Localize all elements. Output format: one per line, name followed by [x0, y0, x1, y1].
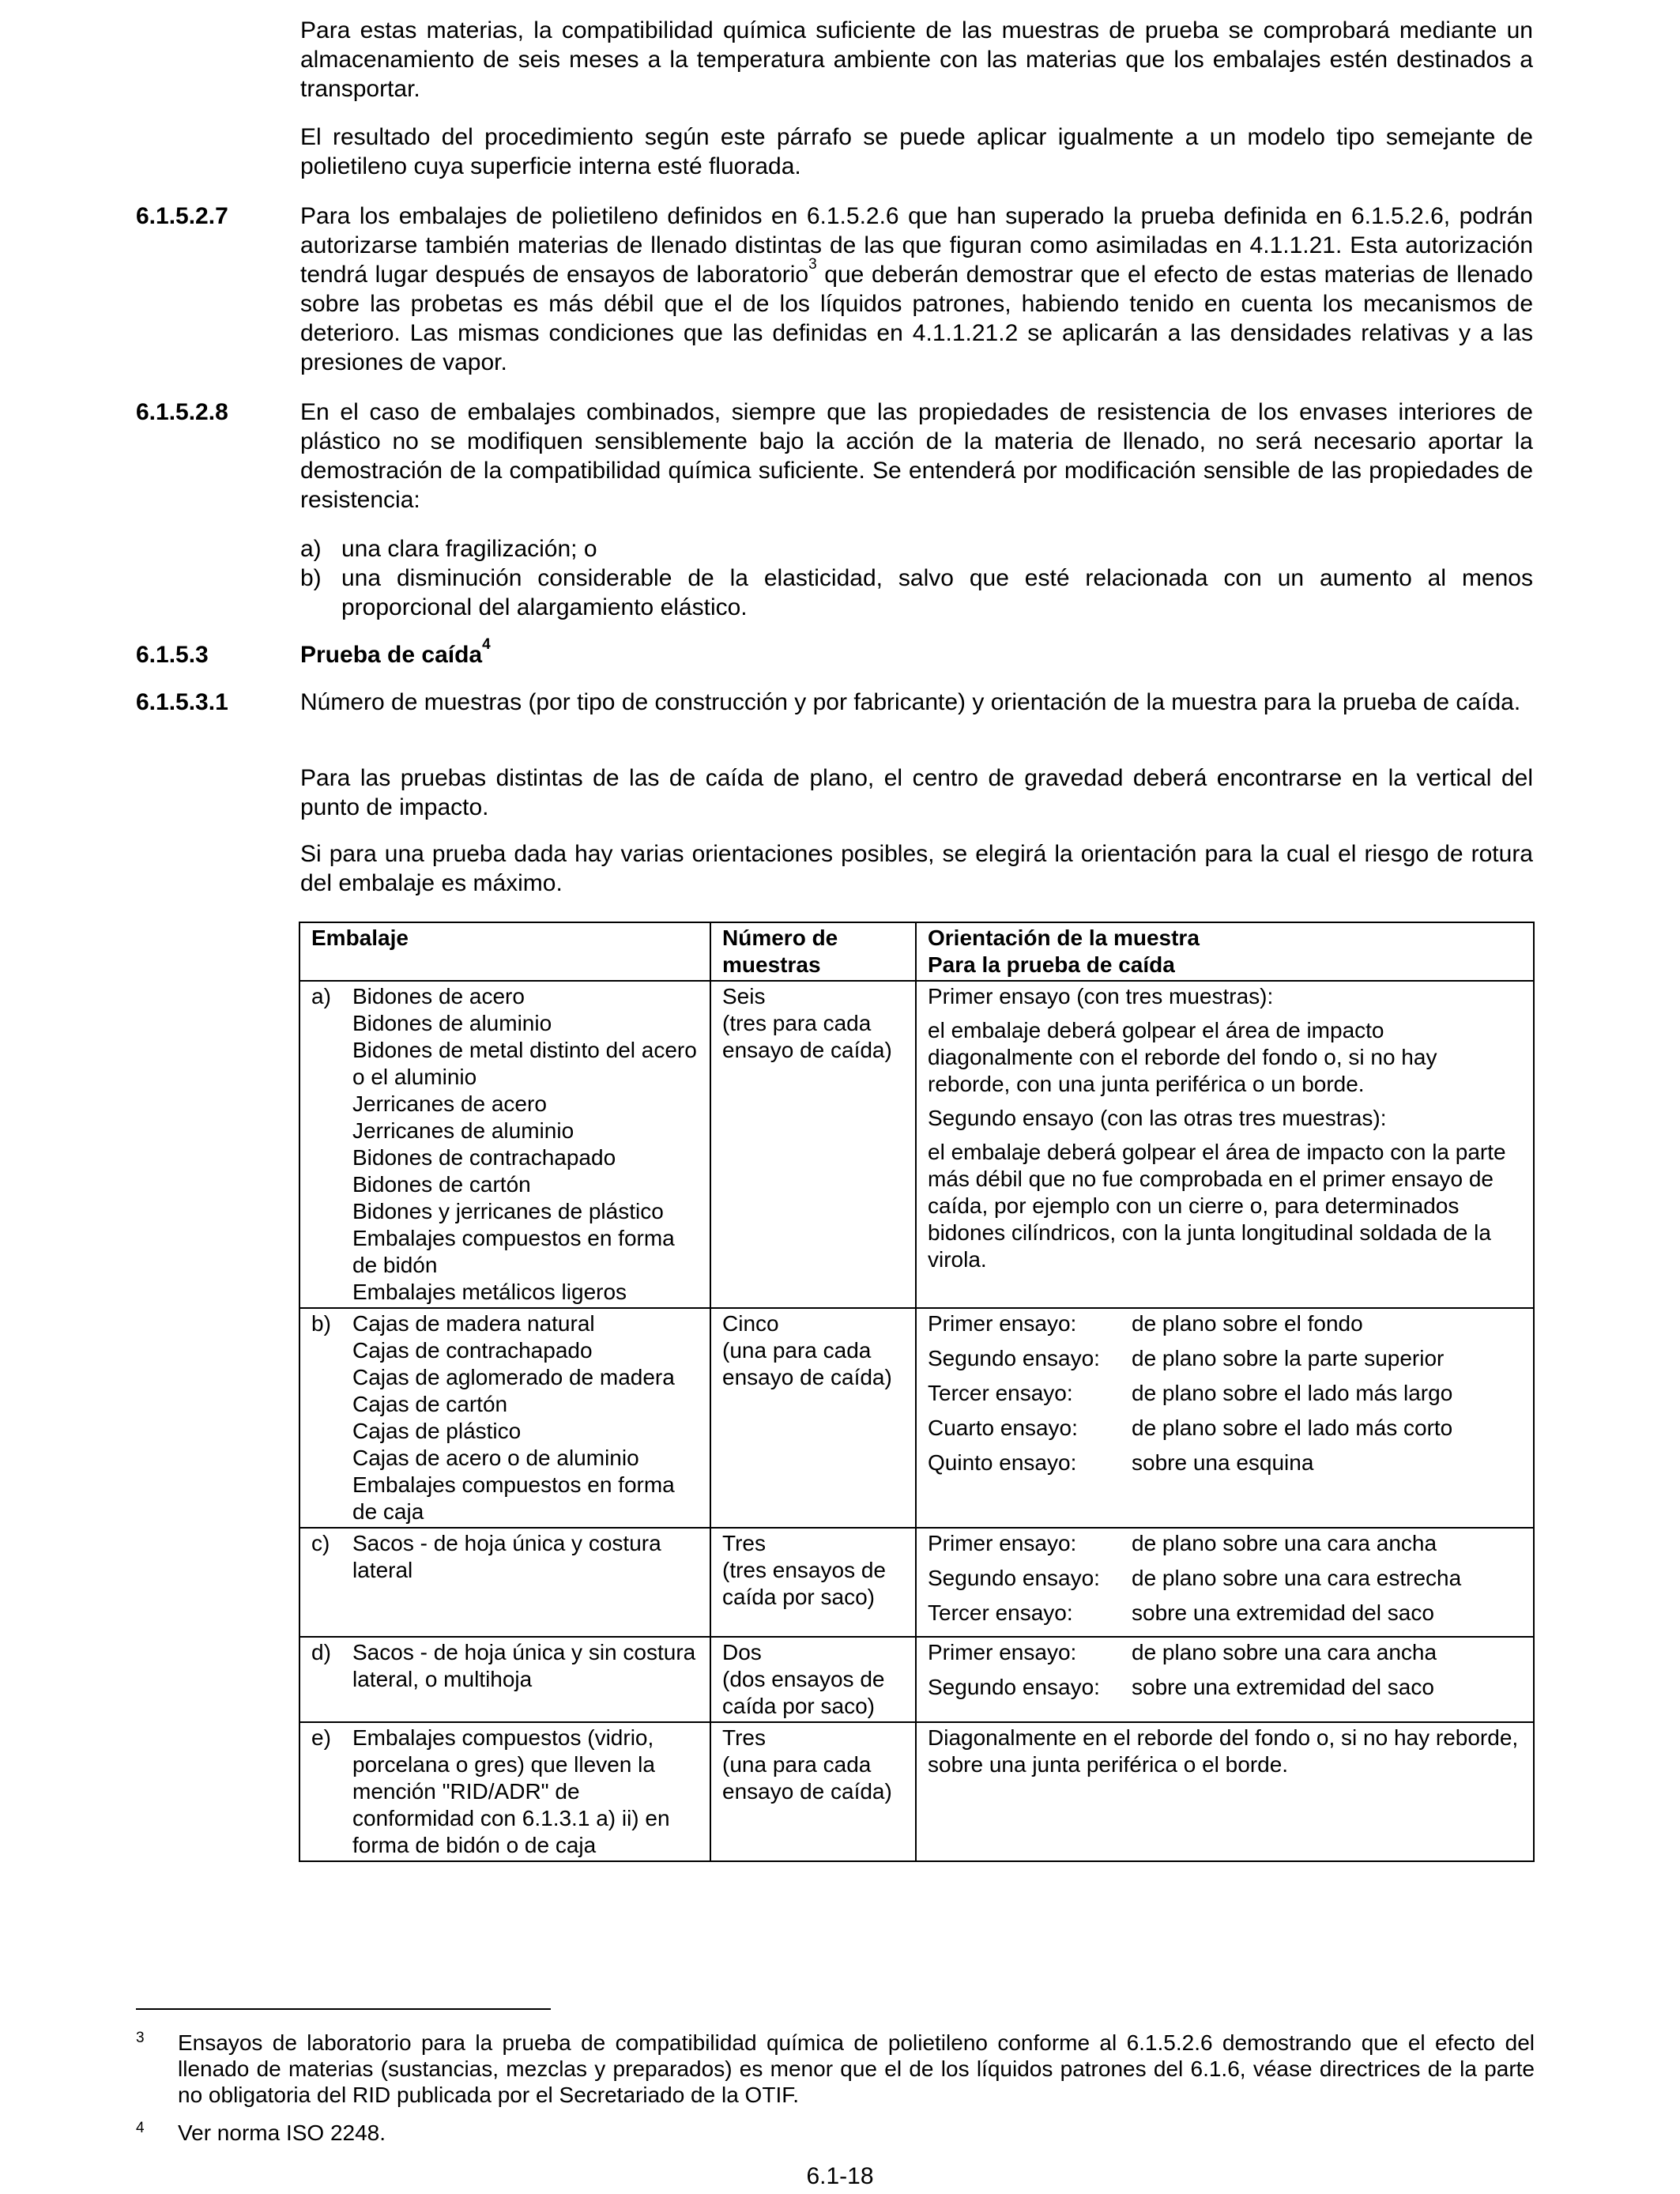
paragraph-6-1-5-2-8: En el caso de embalajes combinados, siempre que las propiedades de resistencia de los envases interiores de plástico no se modifiquen sensiblemente bajo la acción de la materia de llenado, no será necesario aportar la demostración de la compatibilidad química suficiente. Se entenderá por modificación sensible de las propiedades de resistencia:	[300, 399, 1533, 513]
packaging-list	[311, 983, 699, 1306]
header-samples-line1: Número de	[722, 925, 838, 950]
packaging-item: Cajas de cartón	[352, 1392, 508, 1416]
packaging-item: Cajas de acero o de aluminio	[352, 1446, 639, 1470]
packaging-item: Bidones de contrachapado	[352, 1145, 616, 1170]
packaging-item: Bidones y jerricanes de plástico	[352, 1199, 664, 1223]
paragraph-fluorinated-design: El resultado del procedimiento según este párrafo se puede aplicar igualmente a un modelo tipo semejante de polietileno cuya superficie interna esté fluorada.	[300, 124, 1533, 179]
trial-line	[928, 1310, 1522, 1337]
paragraph-6-1-5-2-7-text-b: que deberán demostrar que el efecto de estas materias de llenado sobre las probetas es más débil que el de los líquidos patrones, habiendo tenido en cuenta los mecanismos de deterioro. Las mismas condiciones que las definidas en 4.1.1.21.2 se aplicarán a las densidades relativas y a las presiones de vapor.	[300, 262, 1533, 375]
samples-count: Dos	[722, 1640, 762, 1664]
packaging-cell	[299, 981, 710, 1308]
paragraph-6-1-5-2-7	[300, 202, 1533, 377]
table-header-row	[299, 922, 1534, 981]
samples-cell	[710, 1528, 916, 1637]
orientation-text: Segundo ensayo (con las otras tres muestras):	[928, 1106, 1387, 1130]
list-item-text: una disminución considerable de la elasticidad, salvo que esté relacionada con un aumento al menos proporcional del alargamiento elástico.	[341, 565, 1533, 620]
samples-count: Tres	[722, 1531, 766, 1555]
packaging-item: Embalajes compuestos en forma de caja	[352, 1472, 675, 1524]
footnote-3	[136, 2030, 1535, 2108]
header-samples	[710, 922, 916, 981]
orientation-text: el embalaje deberá golpear el área de impacto diagonalmente con el reborde del fondo o, si no hay reborde, con una junta periférica o un borde.	[928, 1018, 1437, 1096]
trial-line	[928, 1345, 1522, 1372]
trial-description: de plano sobre una cara ancha	[1132, 1640, 1437, 1664]
row-label: a)	[311, 984, 331, 1008]
list-item-label: b)	[300, 565, 322, 591]
packaging-list	[311, 1639, 699, 1693]
packaging-item: Cajas de contrachapado	[352, 1338, 593, 1363]
orientation-cell	[916, 1528, 1534, 1637]
samples-count: Tres	[722, 1725, 766, 1750]
footnote-text: Ensayos de laboratorio para la prueba de compatibilidad química de polietileno conforme al 6.1.5.2.6 demostrando que el efecto del llenado de materias (sustancias, mezclas y preparados) es menor que el de los líquidos patrones del 6.1.6, véase directrices de la parte no obligatoria del RID publicada por el Secretariado de la OTIF.	[178, 2030, 1535, 2107]
samples-cell	[710, 1308, 916, 1528]
samples-cell	[710, 1637, 916, 1722]
trial-name: Cuarto ensayo:	[928, 1416, 1078, 1440]
footnote-number: 4	[136, 2120, 145, 2136]
trial-description: de plano sobre el lado más corto	[1132, 1416, 1453, 1440]
trial-name: Segundo ensayo:	[928, 1566, 1100, 1590]
orientation-text: Diagonalmente en el reborde del fondo o, si no hay reborde, sobre una junta periférica o el borde.	[928, 1725, 1519, 1777]
packaging-item: Bidones de metal distinto del acero o el aluminio	[352, 1038, 697, 1089]
packaging-item: Cajas de aglomerado de madera	[352, 1365, 675, 1389]
section-title: Prueba de caída	[300, 642, 483, 668]
section-number-6-1-5-2-7: 6.1.5.2.7	[136, 203, 228, 229]
trial-line	[928, 1600, 1522, 1627]
trial-name: Tercer ensayo:	[928, 1381, 1073, 1405]
section-number-6-1-5-2-8: 6.1.5.2.8	[136, 399, 228, 425]
paragraph-center-of-gravity: Para las pruebas distintas de las de caída de plano, el centro de gravedad deberá encontrarse en la vertical del punto de impacto.	[300, 765, 1533, 820]
trial-description: de plano sobre una cara ancha	[1132, 1531, 1437, 1555]
packaging-cell	[299, 1637, 710, 1722]
section-number-6-1-5-3-1: 6.1.5.3.1	[136, 689, 228, 715]
trial-line	[928, 1380, 1522, 1407]
packaging-item: Embalajes compuestos en forma de bidón	[352, 1226, 675, 1277]
trial-name: Segundo ensayo:	[928, 1346, 1100, 1370]
page-number: 6.1-18	[806, 2163, 874, 2189]
paragraph-6-1-5-3-1: Número de muestras (por tipo de construcción y por fabricante) y orientación de la muestra para la prueba de caída.	[300, 689, 1521, 715]
trial-name: Primer ensayo:	[928, 1640, 1077, 1664]
samples-note: (tres ensayos de caída por saco)	[722, 1558, 886, 1609]
table-row	[299, 1308, 1534, 1528]
packaging-item: Cajas de plástico	[352, 1419, 522, 1443]
packaging-list	[311, 1310, 699, 1525]
samples-note: (dos ensayos de caída por saco)	[722, 1667, 885, 1718]
trial-name: Segundo ensayo:	[928, 1675, 1100, 1699]
samples-count: Seis	[722, 984, 766, 1008]
packaging-item: Jerricanes de acero	[352, 1091, 547, 1116]
orientation-text: el embalaje deberá golpear el área de impacto con la parte más débil que no fue comprobada en el primer ensayo de caída, por ejemplo con un cierre o, para determinados bidones cilíndricos, con la junta longitudinal soldada de la virola.	[928, 1140, 1506, 1272]
trial-description: sobre una extremidad del saco	[1132, 1675, 1434, 1699]
footnote-4	[136, 2120, 1535, 2146]
packaging-item: Jerricanes de aluminio	[352, 1118, 574, 1143]
samples-count: Cinco	[722, 1311, 779, 1336]
row-label: d)	[311, 1640, 331, 1664]
header-orientation-line1: Orientación de la muestra	[928, 925, 1200, 950]
table-row	[299, 981, 1534, 1308]
packaging-list	[311, 1725, 699, 1859]
table-row	[299, 1637, 1534, 1722]
list-item-label: a)	[300, 536, 322, 562]
orientation-cell	[916, 1308, 1534, 1528]
trial-name: Primer ensayo:	[928, 1311, 1077, 1336]
trial-description: sobre una extremidad del saco	[1132, 1600, 1434, 1625]
section-heading-drop-test	[300, 636, 1533, 669]
packaging-item: Sacos - de hoja única y sin costura lateral, o multihoja	[352, 1640, 696, 1691]
packaging-item: Embalajes metálicos ligeros	[352, 1280, 627, 1304]
footnote-number: 3	[136, 2030, 145, 2046]
packaging-item: Bidones de cartón	[352, 1172, 531, 1197]
packaging-item: Embalajes compuestos (vidrio, porcelana o gres) que lleven la mención "RID/ADR" de conformidad con 6.1.3.1 a) ii) en forma de bidón o de caja	[352, 1725, 670, 1857]
packaging-cell	[299, 1528, 710, 1637]
header-samples-line2: muestras	[722, 952, 821, 977]
row-label: e)	[311, 1725, 331, 1750]
header-orientation-line2: Para la prueba de caída	[928, 952, 1175, 977]
trial-description: de plano sobre el fondo	[1132, 1311, 1363, 1336]
samples-note: (una para cada ensayo de caída)	[722, 1338, 892, 1389]
trial-line	[928, 1639, 1522, 1666]
trial-name: Quinto ensayo:	[928, 1450, 1077, 1475]
paragraph-compatibility-storage: Para estas materias, la compatibilidad química suficiente de las muestras de prueba se comprobará mediante un almacenamiento de seis meses a la temperatura ambiente con las materias que los embalajes estén destinados a transportar.	[300, 17, 1533, 102]
trial-line	[928, 1449, 1522, 1476]
packaging-item: Sacos - de hoja única y costura lateral	[352, 1531, 661, 1582]
packaging-cell	[299, 1308, 710, 1528]
trial-description: sobre una esquina	[1132, 1450, 1314, 1475]
trial-line	[928, 1565, 1522, 1592]
orientation-cell	[916, 1722, 1534, 1861]
trial-description: de plano sobre el lado más largo	[1132, 1381, 1453, 1405]
samples-cell	[710, 981, 916, 1308]
list-item-text: una clara fragilización; o	[341, 536, 597, 562]
packaging-cell	[299, 1722, 710, 1861]
samples-cell	[710, 1722, 916, 1861]
footnote-ref-3[interactable]: 3	[808, 256, 817, 273]
samples-note: (tres para cada ensayo de caída)	[722, 1011, 892, 1062]
packaging-item: Cajas de madera natural	[352, 1311, 595, 1336]
samples-note: (una para cada ensayo de caída)	[722, 1752, 892, 1804]
footnote-separator	[136, 2008, 551, 2010]
table-row	[299, 1528, 1534, 1637]
packaging-item: Bidones de aluminio	[352, 1011, 552, 1035]
trial-description: de plano sobre la parte superior	[1132, 1346, 1445, 1370]
paragraph-6-1-5-2-7-text-a: Para los embalajes de polietileno definidos en 6.1.5.2.6 que han superado la prueba definida en 6.1.5.2.6, podrán autorizarse también materias de llenado distintas de las que figuran como asimiladas en 4.1.1.21. Esta autorización tendrá lugar después de ensayos de laboratorio	[300, 203, 1533, 288]
packaging-list	[311, 1530, 699, 1584]
table-row	[299, 1722, 1534, 1861]
footnote-text: Ver norma ISO 2248.	[178, 2120, 386, 2145]
trial-name: Primer ensayo:	[928, 1531, 1077, 1555]
list-item	[300, 534, 1533, 564]
paragraph-orientation-risk: Si para una prueba dada hay varias orientaciones posibles, se elegirá la orientación para la cual el riesgo de rotura del embalaje es máximo.	[300, 841, 1533, 896]
trial-name: Tercer ensayo:	[928, 1600, 1073, 1625]
orientation-cell	[916, 1637, 1534, 1722]
footnote-ref-4[interactable]: 4	[482, 636, 491, 653]
orientation-text: Primer ensayo (con tres muestras):	[928, 984, 1274, 1008]
drop-test-table	[299, 922, 1535, 1862]
trial-description: de plano sobre una cara estrecha	[1132, 1566, 1462, 1590]
header-orientation	[916, 922, 1534, 981]
trial-line	[928, 1415, 1522, 1442]
orientation-cell	[916, 981, 1534, 1308]
header-packaging: Embalaje	[299, 922, 710, 981]
row-label: c)	[311, 1531, 330, 1555]
trial-line	[928, 1674, 1522, 1701]
row-label: b)	[311, 1311, 331, 1336]
packaging-item: Bidones de acero	[352, 984, 525, 1008]
section-number-6-1-5-3: 6.1.5.3	[136, 642, 209, 668]
list-item	[300, 564, 1533, 622]
trial-line	[928, 1530, 1522, 1557]
